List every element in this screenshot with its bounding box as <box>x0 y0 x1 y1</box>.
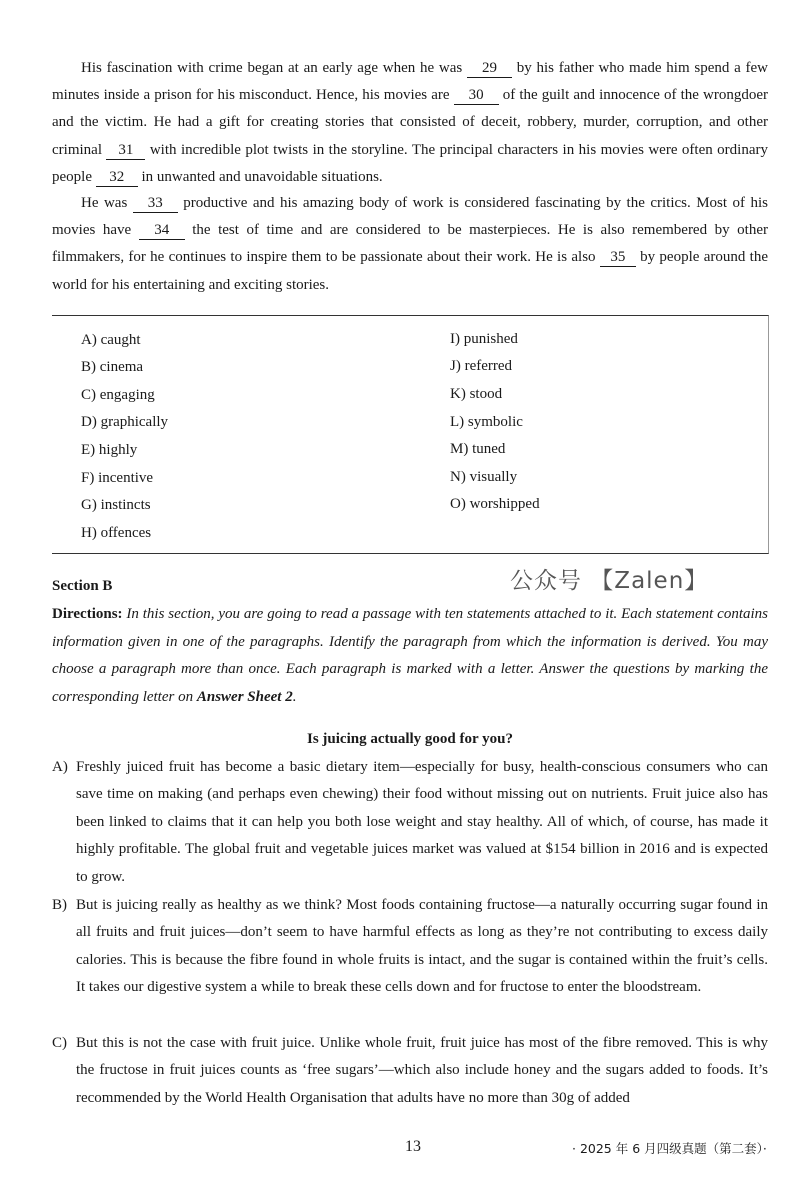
passage-paragraph-2: He was 33 productive and his amazing body of work is considered fascinating by the critics. Most of his movies have 34 the test of time and are considered to be masterpieces. He is also remembered by other filmmakers, for he continues to inspire them to be passionate about their work. He is also 35 by people around the world for his entertaining and exciting stories. <box>52 195 768 293</box>
page-footer-label: · 2025 年 6 月四级真题（第二套）· <box>572 1141 767 1156</box>
word-option-j: J) referred <box>450 358 513 374</box>
blank-32: 32 <box>96 168 138 187</box>
directions: Directions: In this section, you are going to read a passage with ten statements attached to it. Each statement contains information given in one of the paragraphs. Identify the paragraph from which the information is derived. You may choose a paragraph more than once. Each paragraph is marked with a letter. Answer the questions by marking the corresponding letter on Answer Sheet 2. <box>52 606 768 705</box>
word-option-b: B) cinema <box>81 359 144 375</box>
blank-31: 31 <box>106 141 145 160</box>
paragraph-b <box>52 892 768 1002</box>
word-bank-box <box>52 315 769 554</box>
word-option-g: G) instincts <box>81 497 151 513</box>
blank-30: 30 <box>454 86 499 105</box>
paragraph-letter: C) <box>52 1035 67 1051</box>
word-option-c: C) engaging <box>81 387 155 403</box>
word-option-n: N) visually <box>450 469 518 485</box>
word-option-a: A) caught <box>81 332 141 348</box>
page-number: 13 <box>405 1138 421 1155</box>
word-option-e: E) highly <box>81 442 138 458</box>
word-option-d: D) graphically <box>81 414 169 430</box>
paragraph-text: But is juicing really as healthy as we think? Most foods containing fructose—a naturally occurring sugar found in all fruits and fruit juices—don’t seem to have harmful effects as long as they’re not contributing to excess daily calories. This is because the fibre found in whole fruits is intact, and the sugar is contained within the fruit’s cells. It takes our digestive system a while to break these cells down and for fructose to enter the bloodstream. <box>76 897 768 996</box>
word-option-o: O) worshipped <box>450 496 540 512</box>
passage-paragraph-1: His fascination with crime began at an early age when he was 29 by his father who made him spend a few minutes inside a prison for his misconduct. Hence, his movies are 30 of the guilt and innocence of the wrongdoer and the victim. He had a gift for creating stories that consisted of deceit, robbery, murder, corruption, and other criminal 31 with incredible plot twists in the storyline. The principal characters in his movies were often ordinary people 32 in unwanted and unavoidable situations. <box>52 60 768 185</box>
word-option-k: K) stood <box>450 386 503 402</box>
paragraph-text: Freshly juiced fruit has become a basic dietary item—especially for busy, health-conscious consumers who can save time on making (and perhaps even chewing) their food without missing out on nutrients. Fruit juice also has been linked to claims that it can help you both lose weight and stay healthy. All of which, of course, has made it highly profitable. The global fruit and vegetable juices market was valued at $154 billion in 2016 and is expected to grow. <box>76 759 768 885</box>
blank-34: 34 <box>139 221 185 240</box>
word-option-f: F) incentive <box>81 470 154 486</box>
answer-sheet-ref: Answer Sheet 2 <box>196 688 293 705</box>
word-option-l: L) symbolic <box>450 414 523 430</box>
word-option-m: M) tuned <box>450 441 506 457</box>
paragraph-text: But this is not the case with fruit juice. Unlike whole fruit, fruit juice has most of the fibre removed. This is why the fructose in fruit juices counts as ‘free sugars’—which also include honey and the sugars added to foods. It’s recommended by the World Health Organisation that adults have no more than 30g of added <box>76 1035 768 1106</box>
watermark: 公众号 【Zalen】 <box>510 568 709 594</box>
section-title: Section B <box>52 578 113 594</box>
blank-29: 29 <box>467 59 512 78</box>
blank-35: 35 <box>600 248 636 267</box>
word-option-h: H) offences <box>81 525 152 541</box>
paragraph-letter: B) <box>52 897 67 913</box>
directions-label: Directions: <box>52 606 123 622</box>
paragraph-letter: A) <box>52 759 68 775</box>
passage-title: Is juicing actually good for you? <box>307 731 513 747</box>
paragraph-a <box>52 754 768 891</box>
paragraph-c <box>52 1030 768 1112</box>
word-option-i: I) punished <box>450 331 518 347</box>
blank-33: 33 <box>133 194 178 213</box>
